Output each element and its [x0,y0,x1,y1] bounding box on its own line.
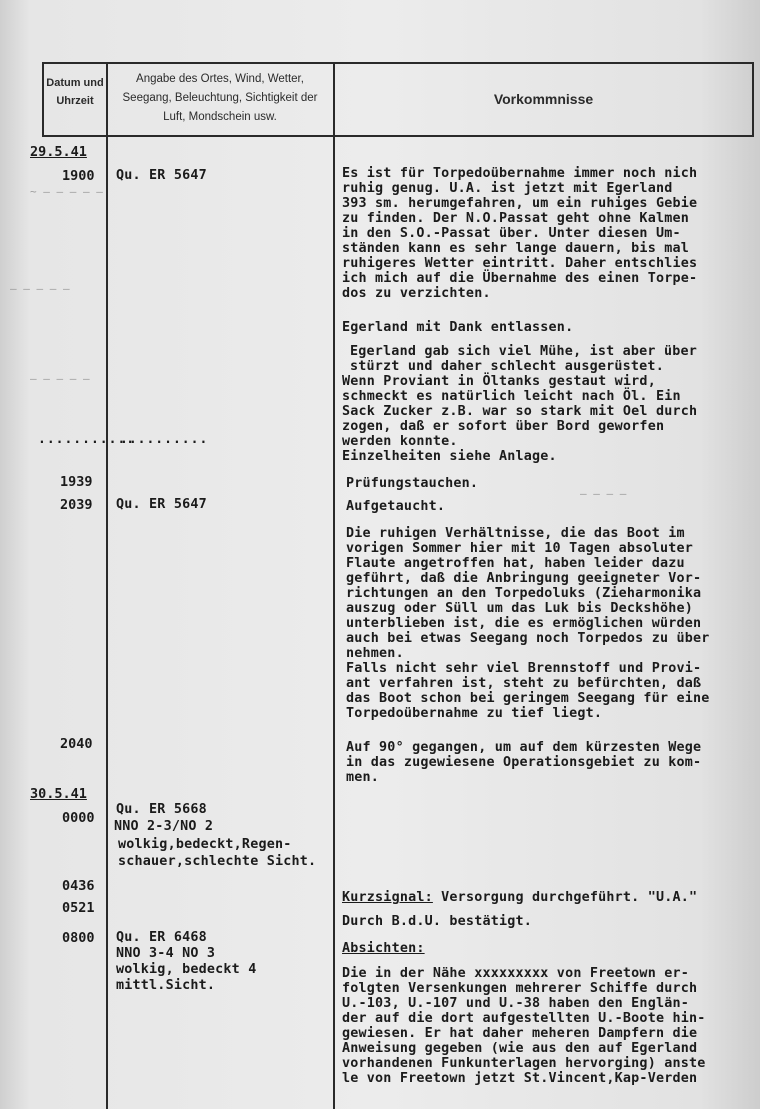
bleed-through-text: — — — — — [10,282,70,295]
column-rule-1 [106,62,108,1109]
entry-line: Die ruhigen Verhältnisse, die das Boot im [346,526,685,541]
entry-line: Die in der Nähe xxxxxxxxx von Freetown er- [342,966,689,981]
bleed-through-text: — — — — — [30,372,90,385]
entry-paragraph [346,526,710,721]
entry-paragraph [342,344,705,464]
entry-line: Flaute angetroffen hat, haben leider dazu [346,556,685,571]
entry-line: Sack Zucker z.B. war so stark mit Oel durch [342,404,698,419]
weather-entry: wolkig,bedeckt,Regen- [118,837,292,852]
entry-line: Prüfungstauchen. [346,476,479,491]
short-signal-label: Kurzsignal: [342,890,433,905]
entry-line: Einzelheiten siehe Anlage. [342,449,557,464]
entry-paragraph [342,166,697,301]
entry-line: richtungen an den Torpedoluks (Zieharmonika [346,586,702,601]
header-top-rule [42,62,752,64]
entry-line: werden konnte. [342,434,458,449]
entry-paragraph [342,966,706,1086]
location-entry: Qu. ER 5668 [116,802,207,817]
entry-line: ständen kann es sehr lange dauern, bis mal [342,241,689,256]
entry-line: Durch B.d.U. bestätigt. [342,914,533,929]
date-entry: 29.5.41 [30,144,87,160]
bleed-through-text: ~ — — — — — [30,185,103,198]
entry-line: ruhigeres Wetter eintritt. Daher entschlies [342,256,698,271]
entry-line: in das zugewiesene Operationsgebiet zu kom- [346,755,702,770]
entry-line: Anweisung gegeben (wie aus den auf Egerland [342,1041,698,1056]
time-entry: 0436 [62,878,95,894]
entry-line: stürzt und daher schlecht ausgerüstet. [350,359,664,374]
separator-dots: .......... [120,432,209,447]
column-rule-right [752,62,754,137]
entry-line: Egerland mit Dank entlassen. [342,320,574,335]
header-date-time: Datum und Uhrzeit [46,77,104,107]
entry-line: U.-103, U.-107 und U.-38 haben den Englän- [342,996,689,1011]
intentions-heading: Absichten: [342,941,425,956]
entry-line: Auf 90° gegangen, um auf dem kürzesten Wege [346,740,702,755]
bleed-through-text: — — — — [580,487,627,500]
time-entry: 0800 [62,930,95,946]
entry-line: Falls nicht sehr viel Brennstoff und Provi- [346,661,702,676]
location-entry: Qu. ER 6468 [116,930,207,945]
time-entry: 0000 [62,810,95,826]
entry-line: der auf die dort aufgestellten U.-Boote hin- [342,1011,706,1026]
entry-line: dos zu verzichten. [342,286,491,301]
entry-line: folgten Versenkungen mehrerer Schiffe durch [342,981,698,996]
entry-line: vorhandenen Funkunterlagen hervorging) anste [342,1056,706,1071]
weather-entry: mittl.Sicht. [116,978,216,993]
time-entry: 0521 [62,900,95,916]
time-entry: 1939 [60,474,93,490]
separator-dots: ........... [38,432,136,447]
entry-line: unterblieben ist, die es ermöglichen würden [346,616,702,631]
column-rule-2 [333,62,335,1109]
entry-line: Aufgetaucht. [346,499,446,514]
entry-line: zu finden. Der N.O.Passat geht ohne Kalmen [342,211,689,226]
entry-line: in den S.O.-Passat über. Unter diesen Um- [342,226,681,241]
entry-line: 393 sm. herumgefahren, um ein ruhiges Gebie [342,196,698,211]
entry-line: vorigen Sommer hier mit 10 Tagen absoluter [346,541,693,556]
short-signal-line [342,890,697,905]
header-events: Vorkommnisse [493,91,594,107]
wind-entry: NNO 3-4 NO 3 [116,946,216,961]
entry-line: auszug oder Süll um das Luk bis Deckshöhe) [346,601,693,616]
entry-line: ant verfahren ist, steht zu befürchten, daß [346,676,702,691]
entry-line: Es ist für Torpedoübernahme immer noch nich [342,166,698,181]
entry-line: auch bei etwas Seegang noch Torpedos zu über [346,631,710,646]
entry-line: Torpedoübernahme zu tief liegt. [346,706,603,721]
header-bottom-rule [42,135,752,137]
time-entry: 1900 [62,168,95,184]
entry-paragraph [346,740,701,785]
header-location-weather: Angabe des Ortes, Wind, Wetter, Seegang, Beleuchtung, Sichtigkeit der Luft, Mondschein usw. [122,73,318,123]
wind-entry: NNO 2-3/NO 2 [114,819,214,834]
short-signal-text: Versorgung durchgeführt. "U.A." [432,890,698,905]
entry-line: Egerland gab sich viel Mühe, ist aber über [350,344,697,359]
entry-line: le von Freetown jetzt St.Vincent,Kap-Verden [342,1071,698,1086]
time-entry: 2039 [60,497,93,513]
weather-entry: schauer,schlechte Sicht. [118,854,317,869]
entry-line: das Boot schon bei geringem Seegang für eine [346,691,710,706]
entry-line: ich mich auf die Übernahme des einen Torpe- [342,271,698,286]
entry-line: Wenn Proviant in Öltanks gestaut wird, [342,374,656,389]
entry-line: men. [346,770,380,785]
location-entry: Qu. ER 5647 [116,497,207,512]
entry-line: zogen, daß er sofort über Bord geworfen [342,419,665,434]
time-entry: 2040 [60,736,93,752]
date-entry: 30.5.41 [30,786,87,802]
entry-line: nehmen. [346,646,404,661]
entry-line: geführt, daß die Anbringung geeigneter Vor- [346,571,702,586]
entry-line: gewiesen. Er hat daher meheren Dampfern die [342,1026,698,1041]
weather-entry: wolkig, bedeckt 4 [116,962,257,977]
entry-line: schmeckt es natürlich leicht nach Öl. Ein [342,389,681,404]
entry-line: ruhig genug. U.A. ist jetzt mit Egerland [342,181,673,196]
location-entry: Qu. ER 5647 [116,168,207,183]
